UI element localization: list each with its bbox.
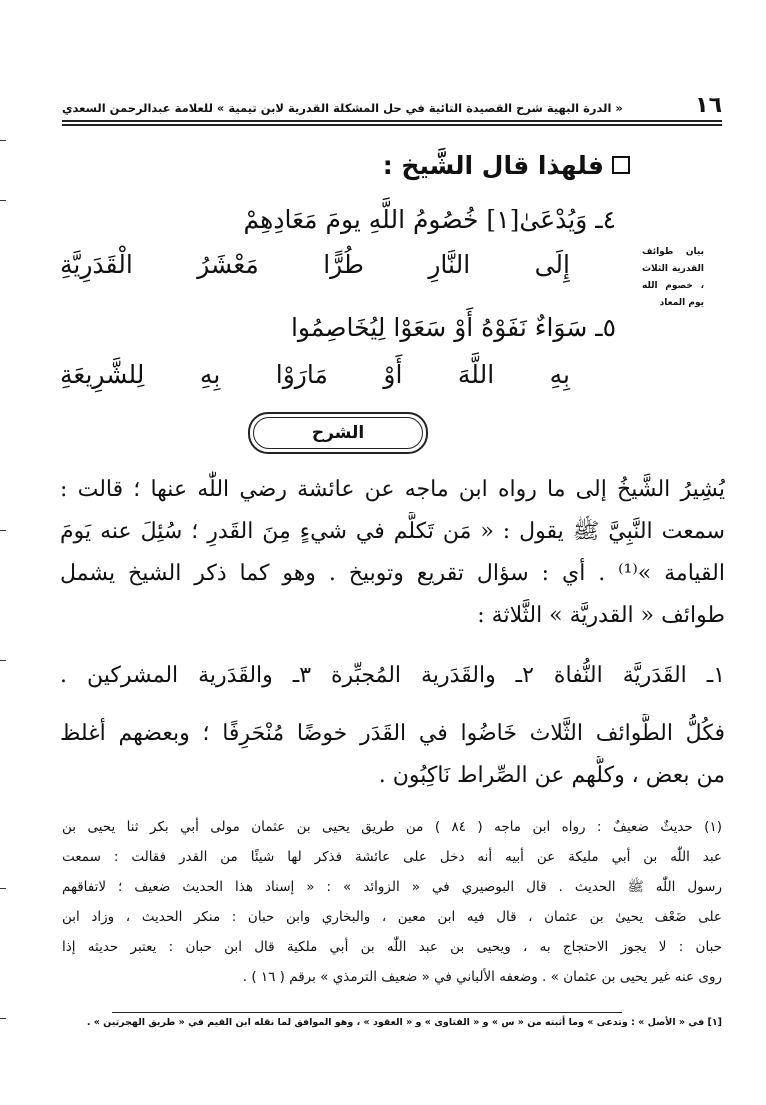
paragraph-line: سمعت النَّبِيَّ ﷺ يقول : « مَن تَكلَّم في شيءٍ مِنَ القَدرِ ؛ سُئِلَ عنه يَومَ (60, 519, 725, 544)
paragraph-line: يُشِيرُ الشَّيخُ إلى ما رواه ابن ماجه عن عائشة رضي اللّٰه عنها ؛ قالت : (60, 477, 725, 502)
verse-line: ٥ـ سَوَاءٌ نَفَوْهُ أَوْ سَعَوْا لِيُخَاصِمُوا (290, 313, 616, 342)
running-header (62, 88, 722, 118)
header-rule (62, 120, 722, 122)
verse-line: إِلَى النَّارِ طُرًّا مَعْشَرُ الْقَدَرِيَّةِ (60, 250, 570, 279)
scan-mark (0, 660, 6, 661)
footnote-line: روى عنه غير يحيى بن عثمان » . وضعفه الألباني في « ضعيف الترمذي » برقم ( ١٦ ) . (242, 969, 722, 985)
paragraph-line: فكُلُّ الطَّوائف الثَّلاث خَاضُوا في القَدَر خوضًا مُنْحَرِفًا ؛ وبعضهم أغلظ (60, 721, 725, 746)
scan-mark (0, 1018, 6, 1019)
margin-note: بيان طوائف القدرية الثلاث ، خصوم الله يوم المعاد (642, 247, 704, 308)
scan-mark (0, 530, 6, 531)
paragraph-line: طوائف « القدريَّة » الثَّلاثة : (477, 603, 725, 628)
footnote-line: حبان : لا يجوز الاحتجاج به ، ويحيى بن عبد اللّٰه بن أبي ملكية قال ابن حبان : يعتبر حديثه إذا (62, 939, 722, 955)
sharh-heading (248, 412, 428, 454)
section-heading (300, 145, 630, 185)
paragraph-line: ١ـ القَدَريَّة النُّفاة ٢ـ والقَدَرية المُجبِّرة ٣ـ والقَدَرية المشركين . (60, 663, 725, 688)
page-number: ١٦ (695, 93, 722, 118)
footnote-line: على ضَعْف يحيىٰ بن عثمان ، قال فيه ابن معين ، والبخاري وابن حبان : منكر الحديث ، وزاد ابن (62, 909, 722, 925)
running-title: « الدرة البهية شرح القصيدة التائية في حل المشكلة القدرية لابن تيمية » للعلامة عبدالرحمن السعدي (62, 101, 623, 115)
footnote-line: (١) حديثٌ ضعيفٌ : رواه ابن ماجه ( ٨٤ ) من طريق يحيى بن عثمان مولى أبي بكر ثنا يحيى بن (62, 819, 722, 835)
textual-note-rule (112, 1012, 622, 1013)
sharh-label: الشرح (311, 423, 365, 443)
verse-line: بِهِ اللَّهَ أَوْ مَارَوْا بِهِ لِلشَّرِيعَةِ (60, 360, 570, 389)
header-rule (62, 124, 722, 126)
square-bullet-icon (612, 156, 630, 174)
textual-note: [١] في « الأصل » : وتدعى » وما أثبته من « س » و « الفتاوى » و « العقود » ، وهو الموافق لما نقله ابن القيم في « طريق الهجرتين » . (86, 1017, 722, 1028)
scan-mark (0, 888, 6, 889)
paragraph-line: القيامة »⁽¹⁾ . أي : سؤال تقريع وتوبيخ . وهو كما ذكر الشيخ يشمل (60, 561, 725, 586)
scan-mark (0, 140, 6, 141)
footnote-line: عبد اللّٰه بن أبي مليكة عن أبيه أنه دخل على عائشة فذكر لها شيئًا من القدر فقالت : سمعت (62, 849, 722, 865)
scan-mark (0, 200, 6, 201)
paragraph-line: من بعض ، وكلُّهم عن الصِّراط نَاكِبُون . (378, 763, 725, 788)
section-heading-text: فلهذا قال الشَّيخ : (382, 150, 604, 180)
footnote-line: رسول اللّٰه ﷺ الحديث . قال البوصيري في « الزوائد » : « إسناد هذا الحديث ضعيف ؛ لاتفاقهم (62, 879, 722, 895)
verse-line: ٤ـ وَيُدْعَىٰ[١] خُصُومُ اللَّهِ يومَ مَعَادِهِمْ (243, 205, 616, 234)
